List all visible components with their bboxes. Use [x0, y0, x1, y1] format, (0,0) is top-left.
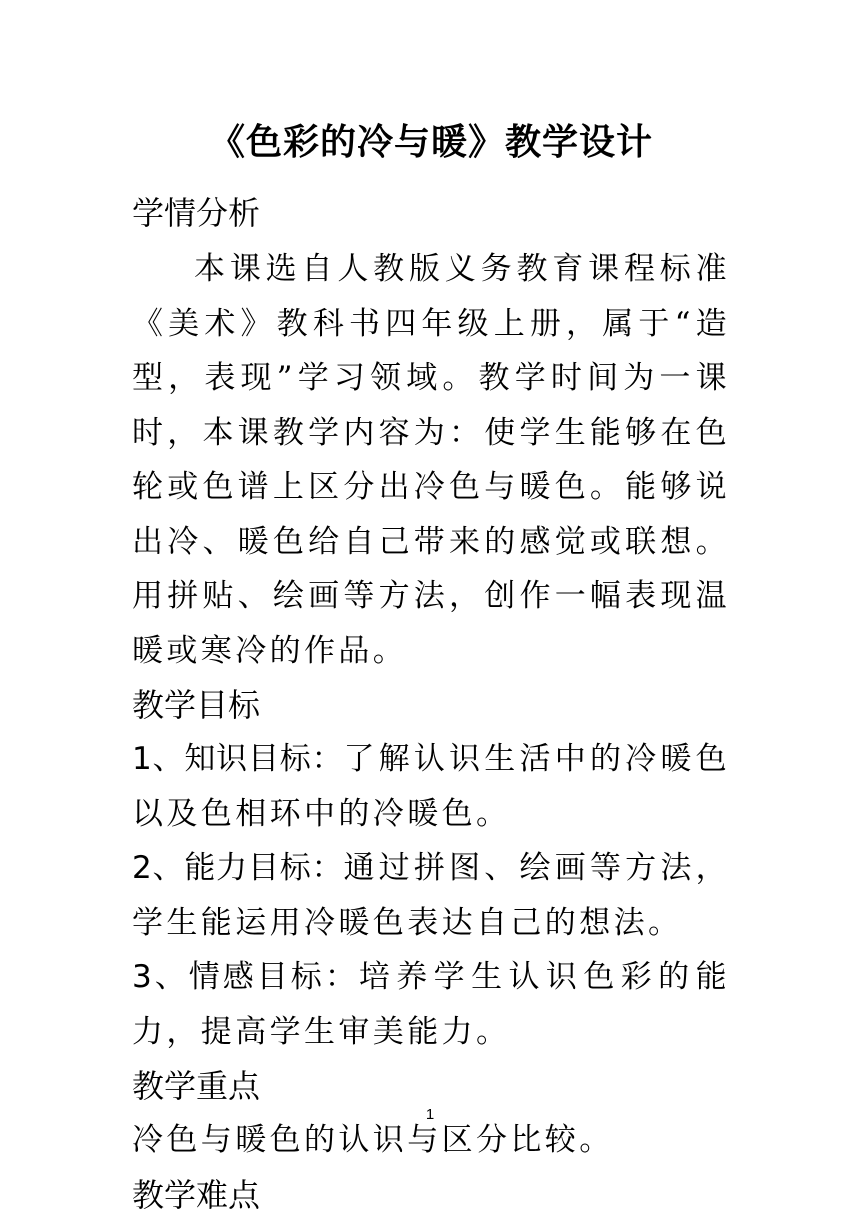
heading-analysis: 学情分析 [132, 194, 261, 232]
document-title: 《色彩的冷与暖》教学设计 [208, 122, 653, 163]
goal-item-knowledge [132, 732, 730, 841]
goal-label: 3、情感目标： [132, 959, 359, 995]
heading-goals: 教学目标 [132, 686, 261, 724]
goal-text: 培养学生认识色彩的能力，提高学生审美能力。 [132, 959, 730, 1050]
goal-item-emotion [132, 950, 730, 1059]
analysis-paragraph: 本课选自人教版义务教育课程标准《美术》教科书四年级上册，属于“造型，表现”学习领域。教学时间为一课时，本课教学内容为：使学生能够在色轮或色谱上区分出冷色与暖色。能够说出冷、暖色给自己带来的感觉或联想。用拼贴、绘画等方法，创作一幅表现温暖或寒冷的作品。 [132, 251, 730, 669]
heading-difficulty: 教学难点 [132, 1175, 261, 1214]
goal-text: 通过拼图、绘画等方法，学生能运用冷暖色表达自己的想法。 [132, 850, 730, 941]
heading-key-points: 教学重点 [132, 1067, 261, 1105]
key-points-paragraph: 冷色与暖色的认识与区分比较。 [132, 1122, 614, 1158]
goal-label: 2、能力目标： [132, 850, 344, 886]
goal-item-ability [132, 841, 730, 950]
page-number: 1 [425, 1106, 435, 1123]
goal-text: 了解认识生活中的冷暖色以及色相环中的冷暖色。 [132, 741, 730, 832]
goal-label: 1、知识目标： [132, 741, 344, 777]
